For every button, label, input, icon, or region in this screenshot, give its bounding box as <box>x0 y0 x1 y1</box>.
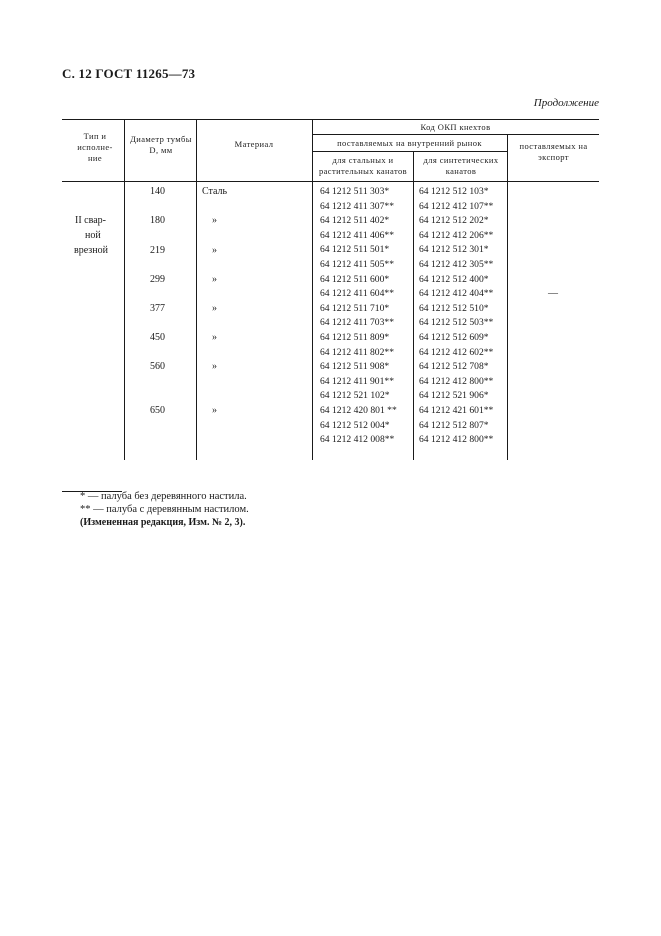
code-cell: 64 1212 412 206** <box>419 229 494 241</box>
type-line: ной <box>85 230 101 241</box>
continuation-label: Продолжение <box>533 97 599 109</box>
code-cell: 64 1212 511 600* <box>320 273 390 285</box>
export-value: — <box>548 288 558 299</box>
code-cell: 64 1212 412 107** <box>419 200 494 212</box>
type-line: врезной <box>74 245 108 256</box>
code-cell: 64 1212 411 901** <box>320 375 394 387</box>
type-line: II свар- <box>75 215 106 226</box>
code-cell: 64 1212 411 406** <box>320 229 394 241</box>
code-cell: 64 1212 412 404** <box>419 288 494 300</box>
header-diameter: Диаметр тумбы D, мм <box>130 134 192 155</box>
synthetic-code-list <box>419 185 493 448</box>
table-top-rule <box>62 119 599 120</box>
diameter-cell: 140 <box>150 186 165 197</box>
code-cell: 64 1212 512 708* <box>419 361 489 373</box>
diameter-cell: 180 <box>150 215 165 226</box>
code-cell: 64 1212 421 601** <box>419 404 494 416</box>
code-cell: 64 1212 511 402* <box>320 215 390 227</box>
steel-code-list <box>320 185 397 448</box>
code-cell: 64 1212 521 102* <box>320 390 390 402</box>
code-cell: 64 1212 412 800** <box>419 434 494 446</box>
material-cell: » <box>212 215 217 226</box>
code-cell: 64 1212 412 800** <box>419 375 494 387</box>
header-okp: Код ОКП кнехтов <box>420 122 491 132</box>
footnote-single: * — палуба без деревянного настила. <box>80 491 247 502</box>
table-header-bottom-rule <box>62 181 599 182</box>
code-cell: 64 1212 411 802** <box>320 346 394 358</box>
col-divider-3 <box>312 120 313 460</box>
material-cell: » <box>212 303 217 314</box>
diameter-cell: 377 <box>150 303 165 314</box>
code-cell: 64 1212 411 604** <box>320 288 394 300</box>
code-cell: 64 1212 512 004* <box>320 419 390 431</box>
okp-sub-rule <box>312 134 599 135</box>
code-cell: 64 1212 511 710* <box>320 302 390 314</box>
material-cell: » <box>212 274 217 285</box>
code-cell: 64 1212 512 510* <box>419 302 489 314</box>
footnote-double: ** — палуба с деревянным настилом. <box>80 504 249 515</box>
diameter-cell: 450 <box>150 332 165 343</box>
code-cell: 64 1212 511 501* <box>320 244 390 256</box>
material-cell: » <box>212 245 217 256</box>
diameter-cell: 650 <box>150 405 165 416</box>
code-cell: 64 1212 512 503** <box>419 317 494 329</box>
diameter-cell: 219 <box>150 245 165 256</box>
edition-note: (Измененная редакция, Изм. № 2, 3). <box>80 517 246 528</box>
material-cell: » <box>212 405 217 416</box>
code-cell: 64 1212 411 703** <box>320 317 394 329</box>
diameter-cell: 560 <box>150 361 165 372</box>
code-cell: 64 1212 411 307** <box>320 200 394 212</box>
col-divider-4 <box>413 151 414 460</box>
code-cell: 64 1212 521 906* <box>419 390 489 402</box>
header-steel: для стальных и растительных канатов <box>318 155 408 176</box>
code-cell: 64 1212 512 202* <box>419 215 489 227</box>
code-cell: 64 1212 511 809* <box>320 331 390 343</box>
code-cell: 64 1212 420 801 ** <box>320 404 397 416</box>
code-cell: 64 1212 512 807* <box>419 419 489 431</box>
header-type: Тип и исполне- ние <box>77 131 113 163</box>
col-divider-1 <box>124 120 125 460</box>
material-cell: Сталь <box>202 186 228 197</box>
code-cell: 64 1212 512 609* <box>419 331 489 343</box>
code-cell: 64 1212 512 400* <box>419 273 489 285</box>
code-cell: 64 1212 511 303* <box>320 186 390 197</box>
header-material: Материал <box>234 139 274 149</box>
code-cell: 64 1212 412 008** <box>320 434 395 446</box>
code-cell: 64 1212 512 103* <box>419 186 489 197</box>
code-cell: 64 1212 511 908* <box>320 361 390 373</box>
footnotes <box>80 490 249 529</box>
header-export: поставляемых на экспорт <box>519 141 588 162</box>
col-divider-2 <box>196 120 197 460</box>
code-cell: 64 1212 412 602** <box>419 346 494 358</box>
code-cell: 64 1212 412 305** <box>419 258 494 270</box>
domestic-sub-rule <box>312 151 507 152</box>
header-synthetic: для синтетических канатов <box>423 155 499 176</box>
col-divider-5 <box>507 134 508 460</box>
material-cell: » <box>212 332 217 343</box>
code-cell: 64 1212 512 301* <box>419 244 489 256</box>
header-domestic: поставляемых на внутренний рынок <box>337 138 482 148</box>
code-cell: 64 1212 411 505** <box>320 258 394 270</box>
material-cell: » <box>212 361 217 372</box>
diameter-cell: 299 <box>150 274 165 285</box>
page-title: С. 12 ГОСТ 11265—73 <box>62 66 196 81</box>
